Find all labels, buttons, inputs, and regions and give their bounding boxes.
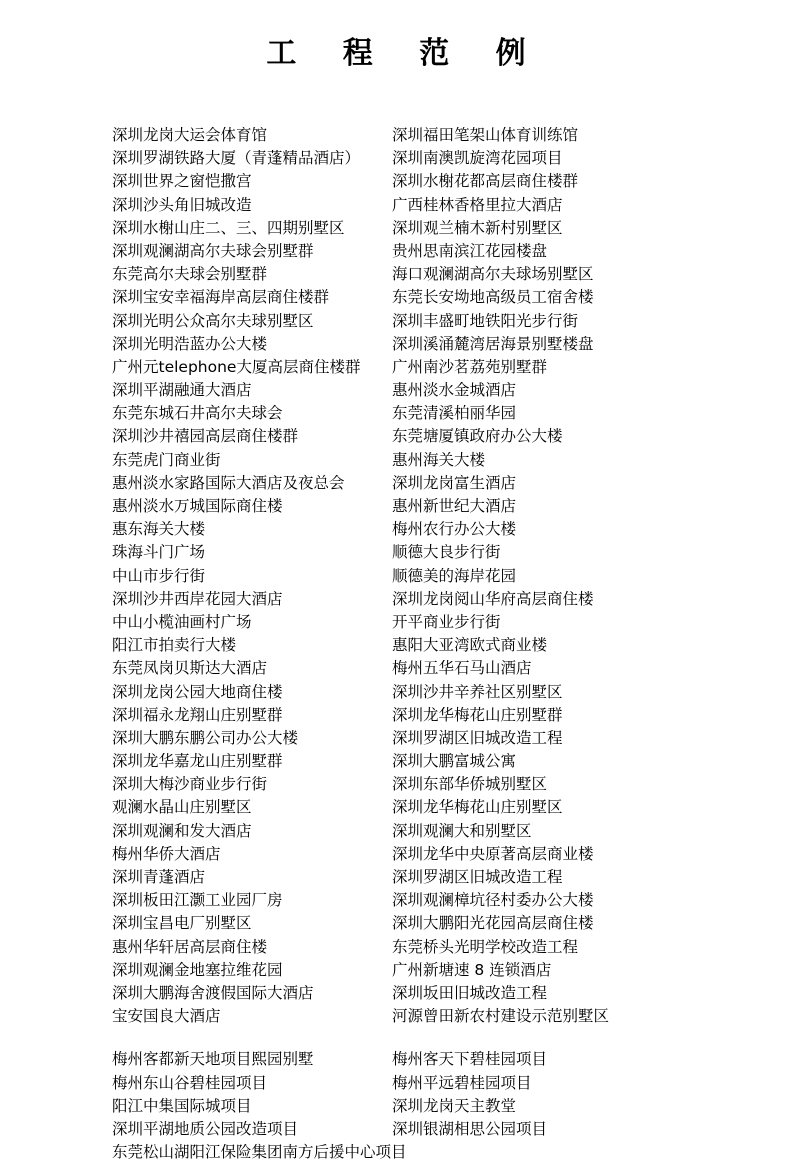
project-name: 深圳沙头角旧城改造 bbox=[112, 195, 252, 214]
list-row bbox=[112, 1048, 732, 1071]
project-name: 深圳光明公众高尔夫球别墅区 bbox=[112, 311, 314, 330]
project-name: 深圳世界之窗恺撒宫 bbox=[112, 172, 252, 191]
project-name: 东莞虎门商业街 bbox=[112, 450, 221, 469]
project-name: 贵州思南滨江花园楼盘 bbox=[392, 241, 548, 260]
list-row bbox=[112, 889, 732, 912]
list-row bbox=[112, 310, 732, 333]
project-name: 深圳龙岗大运会体育馆 bbox=[112, 126, 268, 144]
project-name: 梅州华侨大酒店 bbox=[112, 844, 221, 863]
project-name: 深圳坂田旧城改造工程 bbox=[392, 983, 548, 1002]
project-name: 惠东海关大楼 bbox=[112, 520, 206, 539]
list-row bbox=[112, 634, 732, 657]
project-name: 珠海斗门广场 bbox=[112, 543, 206, 562]
project-name: 深圳龙华梅花山庄别墅区 bbox=[392, 798, 563, 817]
list-row bbox=[112, 982, 732, 1005]
project-name: 深圳龙岗阅山华府高层商住楼 bbox=[392, 589, 594, 608]
list-row bbox=[112, 565, 732, 588]
document-page bbox=[0, 28, 792, 1162]
project-name: 深圳东部华侨城别墅区 bbox=[392, 775, 548, 794]
project-name: 中山市步行街 bbox=[112, 566, 206, 585]
project-name: 梅州平远碧桂园项目 bbox=[392, 1073, 532, 1092]
project-name: 深圳光明浩蓝办公大楼 bbox=[112, 334, 268, 353]
project-name: 梅州客都新天地项目熙园别墅 bbox=[112, 1050, 314, 1069]
project-name: 深圳水榭花都高层商住楼群 bbox=[392, 172, 579, 191]
project-name: 广西桂林香格里拉大酒店 bbox=[392, 195, 563, 214]
list-row bbox=[112, 681, 732, 704]
list-row bbox=[112, 286, 732, 309]
project-name: 中山小榄油画村广场 bbox=[112, 612, 252, 631]
project-name: 深圳宝昌电厂别墅区 bbox=[112, 914, 252, 933]
project-name: 深圳丰盛町地铁阳光步行街 bbox=[392, 311, 579, 330]
project-name: 宝安国良大酒店 bbox=[112, 1007, 221, 1026]
project-name: 深圳青蓬酒店 bbox=[112, 868, 206, 886]
project-name: 深圳观澜樟坑径村委办公大楼 bbox=[392, 891, 594, 910]
project-name: 梅州五华石马山酒店 bbox=[392, 659, 532, 678]
list-row bbox=[112, 472, 732, 495]
list-row bbox=[112, 843, 732, 866]
list-row bbox=[112, 936, 732, 959]
project-name: 深圳平湖融通大酒店 bbox=[112, 381, 252, 400]
project-name: 东莞凤岗贝斯达大酒店 bbox=[112, 659, 268, 678]
project-name: 梅州农行办公大楼 bbox=[392, 520, 517, 539]
project-name: 海口观澜湖高尔夫球场别墅区 bbox=[392, 265, 594, 284]
project-name: 广州南沙茗荔苑别墅群 bbox=[392, 357, 548, 376]
project-name: 惠州淡水万城国际商住楼 bbox=[112, 497, 283, 515]
project-name: 深圳福永龙翔山庄别墅群 bbox=[112, 705, 283, 724]
list-row bbox=[112, 518, 732, 541]
project-name: 深圳观澜湖高尔夫球会别墅群 bbox=[112, 241, 314, 260]
project-name: 深圳大鹏阳光花园高层商住楼 bbox=[392, 914, 594, 933]
project-name: 深圳平湖地质公园改造项目 bbox=[112, 1119, 299, 1138]
list-row bbox=[112, 1141, 732, 1164]
list-row bbox=[112, 425, 732, 448]
project-name: 惠州华轩居高层商住楼 bbox=[112, 937, 268, 956]
project-name: 广州新塘速 8 连锁酒店 bbox=[392, 960, 552, 979]
project-name: 广州元telephone大厦高层商住楼群 bbox=[112, 357, 361, 376]
list-row bbox=[112, 541, 732, 564]
project-name: 深圳大鹏富城公寓 bbox=[392, 752, 517, 771]
project-name: 深圳罗湖铁路大厦（青蓬精品酒店） bbox=[112, 149, 361, 168]
project-name: 深圳罗湖区旧城改造工程 bbox=[392, 728, 563, 747]
list-row bbox=[112, 588, 732, 611]
list-row bbox=[112, 449, 732, 472]
project-name: 梅州东山谷碧桂园项目 bbox=[112, 1073, 268, 1092]
list-row bbox=[112, 959, 732, 982]
project-name: 惠州新世纪大酒店 bbox=[392, 497, 517, 515]
list-row bbox=[112, 240, 732, 263]
project-name: 观澜水晶山庄别墅区 bbox=[112, 798, 252, 817]
project-list-main bbox=[0, 124, 792, 1028]
list-row bbox=[112, 657, 732, 680]
project-name: 深圳溪涌麓湾居海景别墅楼盘 bbox=[392, 334, 594, 353]
project-name: 深圳观澜大和别墅区 bbox=[392, 821, 532, 840]
project-name: 深圳龙华嘉龙山庄别墅群 bbox=[112, 752, 283, 771]
project-name: 梅州客天下碧桂园项目 bbox=[392, 1050, 548, 1069]
project-name: 深圳龙岗天主教堂 bbox=[392, 1096, 517, 1115]
project-name: 深圳沙井禧园高层商住楼群 bbox=[112, 427, 299, 446]
list-row bbox=[112, 170, 732, 193]
project-name: 河源曾田新农村建设示范别墅区 bbox=[392, 1007, 610, 1026]
project-name: 深圳观兰楠木新村别墅区 bbox=[392, 218, 563, 237]
project-name: 深圳龙岗富生酒店 bbox=[392, 473, 517, 492]
page-title: 工 程 范 例 bbox=[266, 36, 544, 71]
list-row bbox=[112, 124, 732, 147]
project-name: 深圳龙华中央原著高层商业楼 bbox=[392, 844, 594, 863]
project-name: 东莞塘厦镇政府办公大楼 bbox=[392, 427, 563, 446]
project-name: 深圳福田笔架山体育训练馆 bbox=[392, 126, 579, 144]
project-name: 阳江中集国际城项目 bbox=[112, 1096, 252, 1115]
project-name: 深圳观澜和发大酒店 bbox=[112, 821, 252, 840]
project-name: 深圳大梅沙商业步行街 bbox=[112, 775, 268, 794]
list-row bbox=[112, 1005, 732, 1028]
section-spacer bbox=[0, 1028, 792, 1048]
project-name: 惠阳大亚湾欧式商业楼 bbox=[392, 636, 548, 655]
project-name: 深圳大鹏海舍渡假国际大酒店 bbox=[112, 983, 314, 1002]
list-row bbox=[112, 402, 732, 425]
list-row bbox=[112, 611, 732, 634]
list-row bbox=[112, 796, 732, 819]
project-name: 东莞松山湖阳江保险集团南方后援中心项目 bbox=[112, 1143, 407, 1162]
list-row bbox=[112, 194, 732, 217]
list-row bbox=[112, 773, 732, 796]
list-row bbox=[112, 356, 732, 379]
project-name: 东莞桥头光明学校改造工程 bbox=[392, 937, 579, 956]
list-row bbox=[112, 217, 732, 240]
project-name: 深圳沙井辛养社区别墅区 bbox=[392, 682, 563, 701]
project-name: 阳江市拍卖行大楼 bbox=[112, 636, 237, 655]
project-name: 深圳宝安幸福海岸高层商住楼群 bbox=[112, 288, 330, 307]
list-row bbox=[112, 1118, 732, 1141]
list-row bbox=[112, 333, 732, 356]
list-row bbox=[112, 704, 732, 727]
project-name: 深圳罗湖区旧城改造工程 bbox=[392, 868, 563, 886]
project-name: 东莞东城石井高尔夫球会 bbox=[112, 404, 283, 423]
project-name: 深圳龙华梅花山庄别墅群 bbox=[392, 705, 563, 724]
project-name: 深圳水榭山庄二、三、四期别墅区 bbox=[112, 218, 345, 237]
project-list-tail bbox=[0, 1048, 792, 1164]
project-name: 深圳观澜金地塞拉维花园 bbox=[112, 960, 283, 979]
list-row bbox=[112, 750, 732, 773]
list-row bbox=[112, 912, 732, 935]
list-row bbox=[112, 1072, 732, 1095]
project-name: 深圳南澳凯旋湾花园项目 bbox=[392, 149, 563, 168]
project-name: 惠州淡水家路国际大酒店及夜总会 bbox=[112, 473, 345, 492]
project-name: 惠州淡水金城酒店 bbox=[392, 381, 517, 400]
project-name: 深圳大鹏东鹏公司办公大楼 bbox=[112, 728, 299, 747]
project-name: 顺德美的海岸花园 bbox=[392, 566, 517, 585]
project-name: 深圳银湖相思公园项目 bbox=[392, 1119, 548, 1138]
list-row bbox=[112, 263, 732, 286]
project-name: 深圳龙岗公园大地商住楼 bbox=[112, 682, 283, 701]
project-name: 深圳沙井西岸花园大酒店 bbox=[112, 589, 283, 608]
project-name: 开平商业步行街 bbox=[392, 612, 501, 631]
project-name: 深圳板田江灏工业园厂房 bbox=[112, 891, 283, 910]
project-name: 惠州海关大楼 bbox=[392, 450, 486, 469]
list-row bbox=[112, 727, 732, 750]
project-name: 东莞高尔夫球会别墅群 bbox=[112, 265, 268, 284]
list-row bbox=[112, 820, 732, 843]
list-row bbox=[112, 866, 732, 889]
list-row bbox=[112, 147, 732, 170]
project-name: 顺德大良步行街 bbox=[392, 543, 501, 562]
list-row bbox=[112, 1095, 732, 1118]
project-name: 东莞长安坳地高级员工宿舍楼 bbox=[392, 288, 594, 307]
project-name: 东莞清溪柏丽华园 bbox=[392, 404, 517, 423]
list-row bbox=[112, 495, 732, 518]
list-row bbox=[112, 379, 732, 402]
